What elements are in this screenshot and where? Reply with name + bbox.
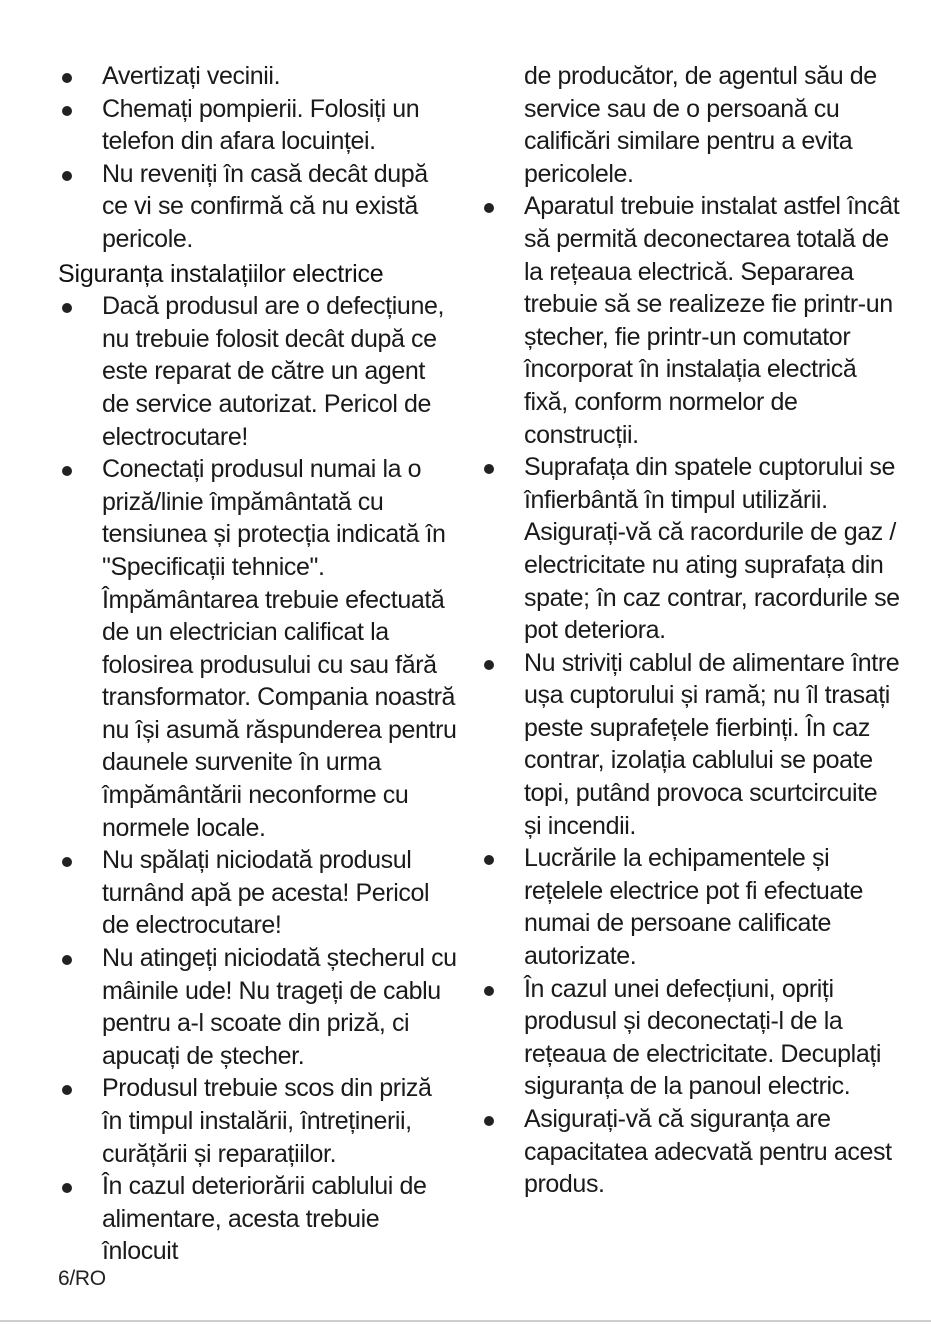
list-item-text: Lucrările la echipamentele și rețelele electrice pot fi efectuate numai de persoane calificate autorizate.: [524, 844, 863, 971]
list-item-text: Suprafața din spatele cuptorului se înfierbântă în timpul utilizării. Asigurați-vă că racordurile de gaz / electricitate nu ating suprafața din spate; în caz contrar, racordurile se pot deteriora.: [524, 453, 900, 645]
bullet-icon: [484, 1116, 494, 1126]
list-item: [480, 1103, 900, 1201]
bullet-icon: [484, 855, 494, 865]
list-item-text: Nu reveniți în casă decât după ce vi se confirmă că nu există pericole.: [102, 159, 428, 253]
list-item-text: Nu spălați niciodată produsul turnând apă pe acesta! Pericol de electrocutare!: [102, 846, 430, 940]
list-item: [58, 1170, 458, 1268]
list-item-text: Produsul trebuie scos din priză în timpul instalării, întreținerii, curățării și reparațiilor.: [102, 1074, 432, 1168]
page-divider: [0, 1320, 931, 1322]
list-item: [480, 973, 900, 1103]
left-column: [58, 60, 458, 1268]
bullet-icon: [62, 73, 72, 83]
bullet-icon: [62, 171, 72, 181]
bullet-icon: [484, 660, 494, 670]
bullet-icon: [62, 857, 72, 867]
list-item-text: În cazul deteriorării cablului de alimentare, acesta trebuie înlocuit: [102, 1172, 427, 1266]
bullet-icon: [484, 986, 494, 996]
list-item: [58, 290, 458, 453]
list-item-text: Aparatul trebuie instalat astfel încât să permită deconectarea totală de la rețeaua electrică. Separarea trebuie să se realizeze fie printr-un ștecher, fie printr-un comutator încorporat în instalația electrică fixă, conform normelor de construcții.: [524, 192, 900, 449]
list-item: [480, 647, 900, 843]
list-item-text: Nu striviți cablul de alimentare între ușa cuptorului și ramă; nu îl trasați peste suprafețele fierbinți. În caz contrar, izolația cablului se poate topi, putând provoca scurtcircuite și incendii.: [524, 648, 900, 840]
bullet-icon: [62, 955, 72, 965]
list-item: [58, 844, 458, 942]
bullet-icon: [484, 203, 494, 213]
list-item-text: Conectați produsul numai la o priză/linie împământată cu tensiunea și protecția indicată în "Specificații tehnice". Împământarea trebuie efectuată de un electrician calificat la folosirea produsului cu sau fără transformator. Compania noastră nu își asumă răspunderea pentru daunele survenite în urma împământării neconforme cu normele locale.: [102, 455, 457, 842]
list-item-text: Nu atingeți niciodată ștecherul cu mâinile ude! Nu trageți de cablu pentru a-l scoate din priză, ci apucați de ștecher.: [102, 944, 457, 1070]
bullet-icon: [62, 466, 72, 476]
list-item: [58, 93, 458, 158]
list-item: [58, 60, 458, 93]
list-item: [480, 190, 900, 451]
list-item: [480, 451, 900, 647]
list-item: [58, 453, 458, 844]
list-item-text: Asigurați-vă că siguranța are capacitatea adecvată pentru acest produs.: [524, 1105, 892, 1199]
bullet-icon: [62, 106, 72, 116]
bullet-icon: [484, 464, 494, 474]
list-item: [480, 842, 900, 972]
list-item-text: Avertizați vecinii.: [102, 62, 281, 90]
bullet-icon: [62, 1183, 72, 1193]
list-item: [58, 942, 458, 1072]
list-item-text: În cazul unei defecțiuni, opriți produsul și deconectați-l de la rețeaua de electricitate. Decuplați siguranța de la panoul electric.: [524, 974, 882, 1101]
continued-text: de producător, de agentul său de service sau de o persoană cu calificări similare pentru a evita pericolele.: [524, 62, 877, 188]
list-item: [58, 158, 458, 256]
list-item-text: Chemați pompierii. Folosiți un telefon din afara locuinței.: [102, 94, 420, 156]
list-item: [58, 1072, 458, 1170]
bullet-icon: [62, 303, 72, 313]
list-item-text: Dacă produsul are o defecțiune, nu trebuie folosit decât după ce este reparat de către un agent de service autorizat. Pericol de electrocutare!: [102, 292, 444, 451]
bullet-icon: [62, 1085, 72, 1095]
section-heading: Siguranța instalațiilor electrice: [58, 259, 384, 288]
page-number: 6/RO: [58, 1267, 106, 1290]
right-column: [480, 60, 900, 1201]
